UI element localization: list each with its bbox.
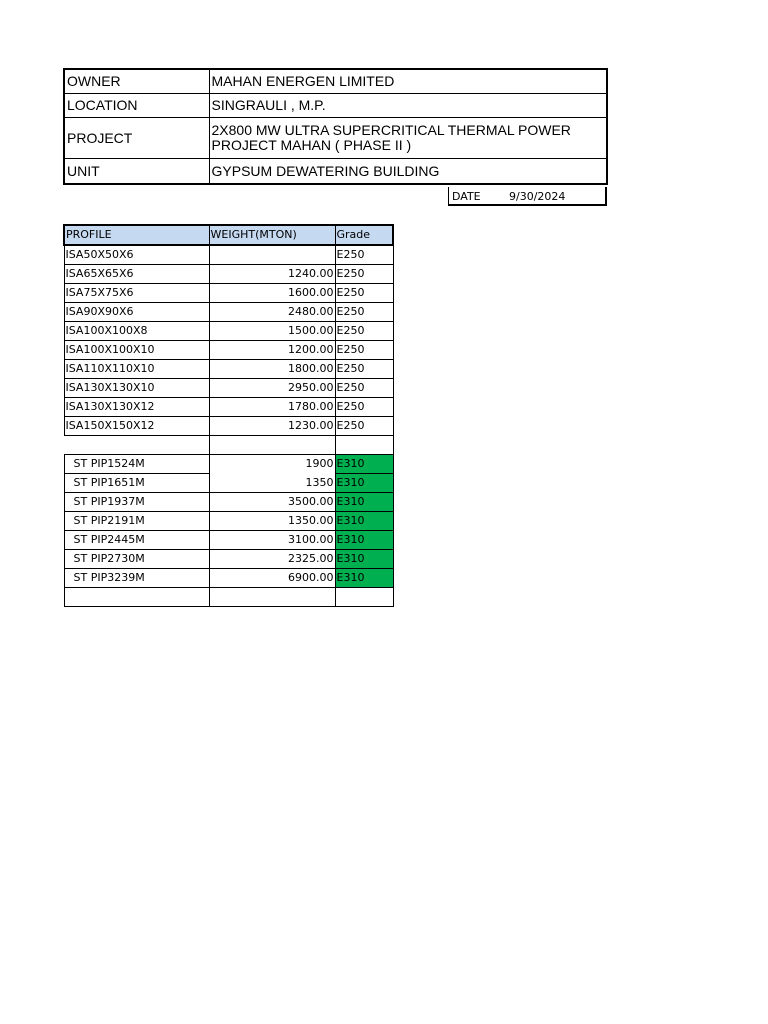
profile-cell[interactable]: ST PIP3239M: [64, 569, 209, 588]
profile-cell[interactable]: ST PIP2445M: [64, 531, 209, 550]
project-value[interactable]: [209, 118, 607, 159]
pipe-row: [64, 493, 393, 512]
profile-cell[interactable]: ISA100X100X8: [64, 322, 209, 341]
weight-cell[interactable]: 1230.00: [209, 417, 335, 436]
angle-row: [64, 379, 393, 398]
weight-cell[interactable]: 1350: [209, 474, 335, 493]
spacer-row: [64, 436, 393, 455]
spacer-cell: [209, 436, 335, 455]
angle-row: [64, 417, 393, 436]
weight-cell[interactable]: 3100.00: [209, 531, 335, 550]
unit-value[interactable]: GYPSUM DEWATERING BUILDING: [209, 159, 607, 185]
grade-cell[interactable]: E250: [335, 398, 393, 417]
weight-cell[interactable]: 1350.00: [209, 512, 335, 531]
empty-cell[interactable]: [335, 588, 393, 607]
location-label[interactable]: LOCATION: [64, 94, 209, 118]
grade-cell[interactable]: E310: [335, 493, 393, 512]
trailing-rows: [64, 588, 393, 607]
profile-cell[interactable]: ISA130X130X12: [64, 398, 209, 417]
location-row: [64, 94, 607, 118]
pipe-row: [64, 569, 393, 588]
angle-row: [64, 322, 393, 341]
owner-label[interactable]: OWNER: [64, 69, 209, 94]
weight-cell[interactable]: 1800.00: [209, 360, 335, 379]
grade-cell[interactable]: E250: [335, 265, 393, 284]
col-header-grade[interactable]: Grade: [335, 225, 393, 245]
profile-cell[interactable]: ISA90X90X6: [64, 303, 209, 322]
owner-row: [64, 69, 607, 94]
grade-cell[interactable]: E310: [335, 512, 393, 531]
pipe-row: [64, 512, 393, 531]
grade-cell[interactable]: E250: [335, 417, 393, 436]
profile-cell[interactable]: ST PIP2730M: [64, 550, 209, 569]
angle-rows: [64, 245, 393, 436]
project-row: [64, 118, 607, 159]
date-value[interactable]: 9/30/2024: [509, 190, 566, 203]
weight-cell[interactable]: 1780.00: [209, 398, 335, 417]
owner-value[interactable]: MAHAN ENERGEN LIMITED: [209, 69, 607, 94]
profile-cell[interactable]: ST PIP1937M: [64, 493, 209, 512]
pipe-row: [64, 531, 393, 550]
weight-cell[interactable]: 2950.00: [209, 379, 335, 398]
profile-cell[interactable]: ISA75X75X6: [64, 284, 209, 303]
grade-cell[interactable]: E250: [335, 245, 393, 265]
angle-row: [64, 303, 393, 322]
empty-row: [64, 588, 393, 607]
profile-cell[interactable]: ISA50X50X6: [64, 245, 209, 265]
location-value[interactable]: SINGRAULI , M.P.: [209, 94, 607, 118]
weight-cell[interactable]: 1200.00: [209, 341, 335, 360]
weight-cell[interactable]: 1500.00: [209, 322, 335, 341]
grade-cell[interactable]: E250: [335, 341, 393, 360]
profile-cell[interactable]: ISA65X65X6: [64, 265, 209, 284]
angle-row: [64, 360, 393, 379]
grade-cell[interactable]: E250: [335, 379, 393, 398]
weight-cell[interactable]: 3500.00: [209, 493, 335, 512]
weight-cell[interactable]: 1900: [209, 455, 335, 474]
unit-row: [64, 159, 607, 185]
grade-cell[interactable]: E310: [335, 455, 393, 474]
pipe-row: [64, 474, 393, 493]
pipe-rows: [64, 455, 393, 588]
angle-row: [64, 245, 393, 265]
angle-row: [64, 265, 393, 284]
profile-cell[interactable]: ST PIP1651M: [64, 474, 209, 493]
profile-cell[interactable]: ISA130X130X10: [64, 379, 209, 398]
grade-cell[interactable]: E250: [335, 322, 393, 341]
project-value-line2: PROJECT MAHAN ( PHASE II ): [211, 137, 412, 153]
project-label[interactable]: PROJECT: [64, 118, 209, 159]
pipe-row: [64, 455, 393, 474]
date-label[interactable]: DATE: [452, 190, 481, 203]
angle-row: [64, 398, 393, 417]
profile-cell[interactable]: ISA150X150X12: [64, 417, 209, 436]
profile-cell[interactable]: ST PIP1524M: [64, 455, 209, 474]
grade-cell[interactable]: E250: [335, 360, 393, 379]
empty-cell[interactable]: [209, 588, 335, 607]
table-header-row: [64, 225, 393, 245]
grade-cell[interactable]: E250: [335, 284, 393, 303]
weight-cell[interactable]: 2325.00: [209, 550, 335, 569]
angle-row: [64, 341, 393, 360]
empty-cell[interactable]: [64, 588, 209, 607]
grade-cell[interactable]: E310: [335, 569, 393, 588]
weight-cell[interactable]: 1600.00: [209, 284, 335, 303]
weight-cell[interactable]: [209, 245, 335, 265]
project-value-line1: 2X800 MW ULTRA SUPERCRITICAL THERMAL POWER: [211, 122, 571, 138]
weight-table: [63, 224, 394, 607]
pipe-row: [64, 550, 393, 569]
weight-cell[interactable]: 2480.00: [209, 303, 335, 322]
profile-cell[interactable]: ISA110X110X10: [64, 360, 209, 379]
grade-cell[interactable]: E310: [335, 550, 393, 569]
profile-cell[interactable]: ISA100X100X10: [64, 341, 209, 360]
grade-cell[interactable]: E310: [335, 531, 393, 550]
grade-cell[interactable]: E310: [335, 474, 393, 493]
spacer-cell: [64, 436, 209, 455]
grade-cell[interactable]: E250: [335, 303, 393, 322]
date-box: [448, 187, 607, 206]
spacer-cell: [335, 436, 393, 455]
weight-cell[interactable]: 1240.00: [209, 265, 335, 284]
unit-label[interactable]: UNIT: [64, 159, 209, 185]
col-header-weight[interactable]: WEIGHT(MTON): [209, 225, 335, 245]
project-info-table: [63, 68, 608, 185]
angle-row: [64, 284, 393, 303]
spacer-rows: [64, 436, 393, 455]
profile-cell[interactable]: ST PIP2191M: [64, 512, 209, 531]
col-header-profile[interactable]: PROFILE: [64, 225, 209, 245]
weight-cell[interactable]: 6900.00: [209, 569, 335, 588]
